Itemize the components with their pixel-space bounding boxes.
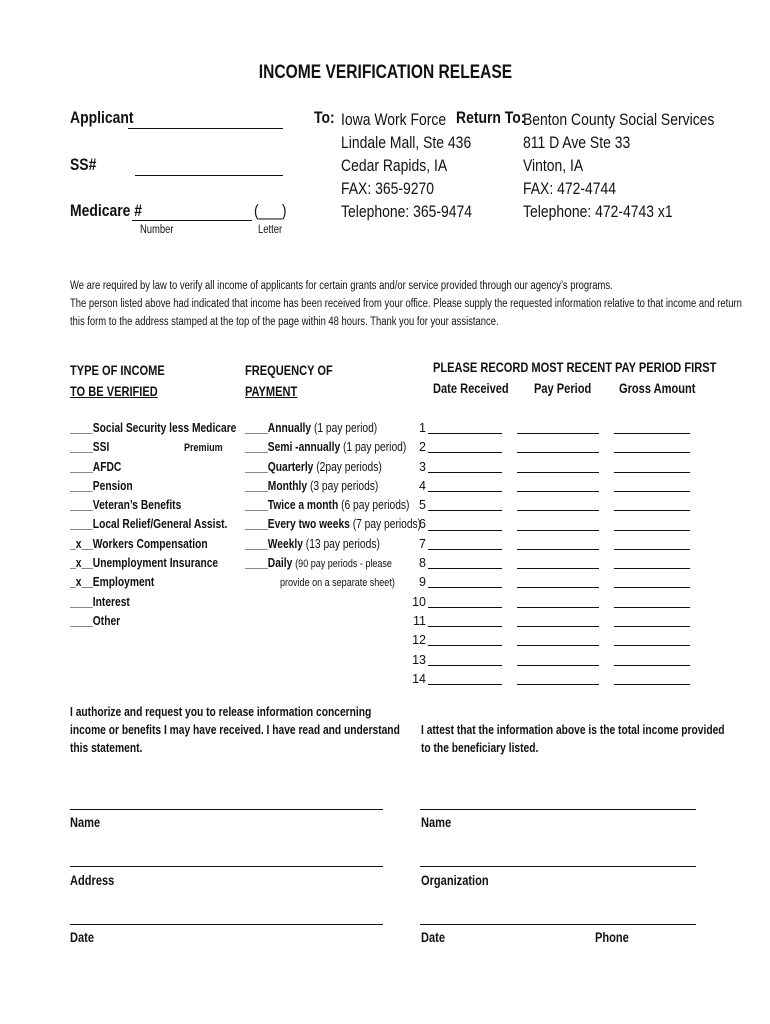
frequency-row[interactable]: ____Every two weeks (7 pay periods) [245,517,422,532]
income-type-row[interactable]: _x__Workers Compensation [70,536,208,551]
applicant-label: Applicant [70,108,134,127]
record-rows [412,419,426,689]
pay-period-field[interactable] [517,607,599,608]
return-line: FAX: 472-4744 [523,179,617,198]
record-row: 7 [419,536,426,551]
medicare-letter-field[interactable]: (___) [254,201,287,220]
number-caption: Number [140,224,174,236]
income-type-row[interactable]: _x__Unemployment Insurance [70,556,219,571]
pay-period-field[interactable] [517,665,599,666]
income-type-row[interactable]: ____Social Security less Medicare [70,421,237,435]
freq-header-line: PAYMENT [245,384,298,399]
pay-period-field[interactable] [517,568,599,569]
frequency-row[interactable]: ____Annually (1 pay period) [245,421,378,435]
record-row: 14 [412,671,426,686]
gross-amount-field[interactable] [614,665,690,666]
date-received-field[interactable] [428,645,502,646]
pay-period-field[interactable] [517,452,599,453]
gross-amount-field[interactable] [614,568,690,569]
to-line: FAX: 365-9270 [341,179,435,198]
ss-label: SS# [70,155,97,174]
record-row: 12 [412,633,426,648]
record-row: 3 [419,459,426,474]
left-address-label: Address [70,873,115,888]
frequency-row[interactable]: ____Semi -annually (1 pay period) [245,440,407,455]
gross-amount-field[interactable] [614,607,690,608]
return-line: Telephone: 472-4743 x1 [523,202,673,221]
income-type-row[interactable]: _x__Employment [70,575,155,590]
attest-line: to the beneficiary listed. [421,741,539,755]
applicant-field[interactable] [128,128,283,129]
return-line: 811 D Ave Ste 33 [523,133,631,152]
record-row: 9 [419,575,426,590]
intro-paragraph [70,277,770,331]
return-to-label: Return To: [456,108,526,127]
income-type-row[interactable]: ____Pension [70,478,133,493]
type-header-line: TO BE VERIFIED [70,384,158,399]
record-row: 6 [419,517,426,532]
income-type-row[interactable]: ____Veteran’s Benefits [70,498,182,513]
left-address-line[interactable] [70,866,383,867]
gross-amount-field[interactable] [614,549,690,550]
date-received-field[interactable] [428,665,502,666]
to-label: To: [314,108,335,127]
to-line: Cedar Rapids, IA [341,156,448,175]
income-type-row[interactable]: ____AFDC [70,459,122,474]
income-type-row[interactable]: ____Interest [70,594,130,609]
pay-period-field[interactable] [517,626,599,627]
type-header [70,360,186,402]
gross-amount-field[interactable] [614,626,690,627]
right-date-line[interactable] [420,924,696,925]
phone-label: Phone [595,930,629,945]
pay-period-field[interactable] [517,645,599,646]
frequency-row[interactable]: ____Weekly (13 pay periods) [245,536,380,551]
medicare-label: Medicare # [70,201,143,220]
frequency-row[interactable]: ____Daily (90 pay periods - please [245,556,392,571]
gross-amount-field[interactable] [614,433,690,434]
return-address [523,108,756,223]
right-name-line[interactable] [420,809,696,810]
frequency-header [245,360,352,402]
gross-amount-field[interactable] [614,510,690,511]
frequency-row[interactable]: ____Twice a month (6 pay periods) [245,498,410,513]
date-received-field[interactable] [428,433,502,434]
record-header: PLEASE RECORD MOST RECENT PAY PERIOD FIRST [433,360,717,375]
date-received-field[interactable] [428,626,502,627]
income-type-list [70,419,273,631]
left-date-line[interactable] [70,924,383,925]
daily-note: provide on a separate sheet) [280,577,395,590]
pay-period-field[interactable] [517,549,599,550]
col-pay-period: Pay Period [534,381,592,396]
ss-field[interactable] [135,175,283,176]
col-gross-amount: Gross Amount [619,381,696,396]
date-received-field[interactable] [428,472,502,473]
income-type-row[interactable]: ____Other [70,613,121,628]
record-row: 10 [412,594,426,609]
right-name-label: Name [421,815,452,830]
left-date-label: Date [70,930,94,945]
frequency-row[interactable]: ____Monthly (3 pay periods) [245,478,379,493]
date-received-field[interactable] [428,549,502,550]
to-line: Iowa Work Force [341,110,447,129]
return-line: Vinton, IA [523,156,584,175]
authorize-line: this statement. [70,741,143,755]
date-received-field[interactable] [428,510,502,511]
right-date-label: Date [421,930,445,945]
right-organization-label: Organization [421,873,489,888]
attest-line: I attest that the information above is the total income provided [421,723,725,737]
type-header-line: TYPE OF INCOME [70,363,165,378]
intro-line: this form to the address stamped at the top of the page within 48 hours. Thank you for your assistance. [70,316,499,328]
authorize-line: income or benefits I may have received. I have read and understand [70,723,400,737]
to-line: Telephone: 365-9474 [341,202,472,221]
left-name-line[interactable] [70,809,383,810]
record-row: 5 [419,498,426,513]
record-row: 8 [419,556,426,571]
col-date-received: Date Received [433,381,509,396]
gross-amount-field[interactable] [614,645,690,646]
return-line: Benton County Social Services [523,110,715,129]
to-line: Lindale Mall, Ste 436 [341,133,472,152]
letter-caption: Letter [258,224,283,236]
date-received-field[interactable] [428,607,502,608]
gross-amount-field[interactable] [614,472,690,473]
left-name-label: Name [70,815,101,830]
date-received-field[interactable] [428,684,502,685]
pay-period-field[interactable] [517,491,599,492]
income-type-row[interactable]: ____Local Relief/General Assist. [70,517,228,532]
freq-header-line: FREQUENCY OF [245,363,333,378]
gross-amount-field[interactable] [614,491,690,492]
pay-period-field[interactable] [517,587,599,588]
medicare-number-field[interactable] [132,220,252,221]
gross-amount-field[interactable] [614,587,690,588]
intro-line: The person listed above had indicated that income has been received from your office. Please supply the requested information relative to that income and return [70,298,742,310]
premium-label: Premium [184,442,223,455]
frequency-row[interactable]: ____Quarterly (2pay periods) [245,459,382,474]
record-row: 11 [413,613,426,628]
record-row: 2 [419,440,426,455]
date-received-field[interactable] [428,587,502,588]
gross-amount-field[interactable] [614,684,690,685]
page-title: INCOME VERIFICATION RELEASE [258,62,512,83]
pay-period-field[interactable] [517,510,599,511]
attest-text [421,721,770,757]
record-row: 1 [419,421,426,435]
record-row: 13 [412,652,426,667]
date-received-field[interactable] [428,491,502,492]
date-received-field[interactable] [428,568,502,569]
right-organization-line[interactable] [420,866,696,867]
date-received-field[interactable] [428,452,502,453]
authorize-text [70,703,472,757]
gross-amount-field[interactable] [614,530,690,531]
pay-period-field[interactable] [517,433,599,434]
pay-period-field[interactable] [517,530,599,531]
pay-period-field[interactable] [517,684,599,685]
authorize-line: I authorize and request you to release information concerning [70,705,372,719]
date-received-field[interactable] [428,530,502,531]
gross-amount-field[interactable] [614,452,690,453]
record-row: 4 [419,478,426,493]
pay-period-field[interactable] [517,472,599,473]
intro-line: We are required by law to verify all income of applicants for certain grants and/or service provided through our agency’s programs. [70,280,613,292]
income-type-row[interactable]: ____SSI Premium [70,438,273,457]
